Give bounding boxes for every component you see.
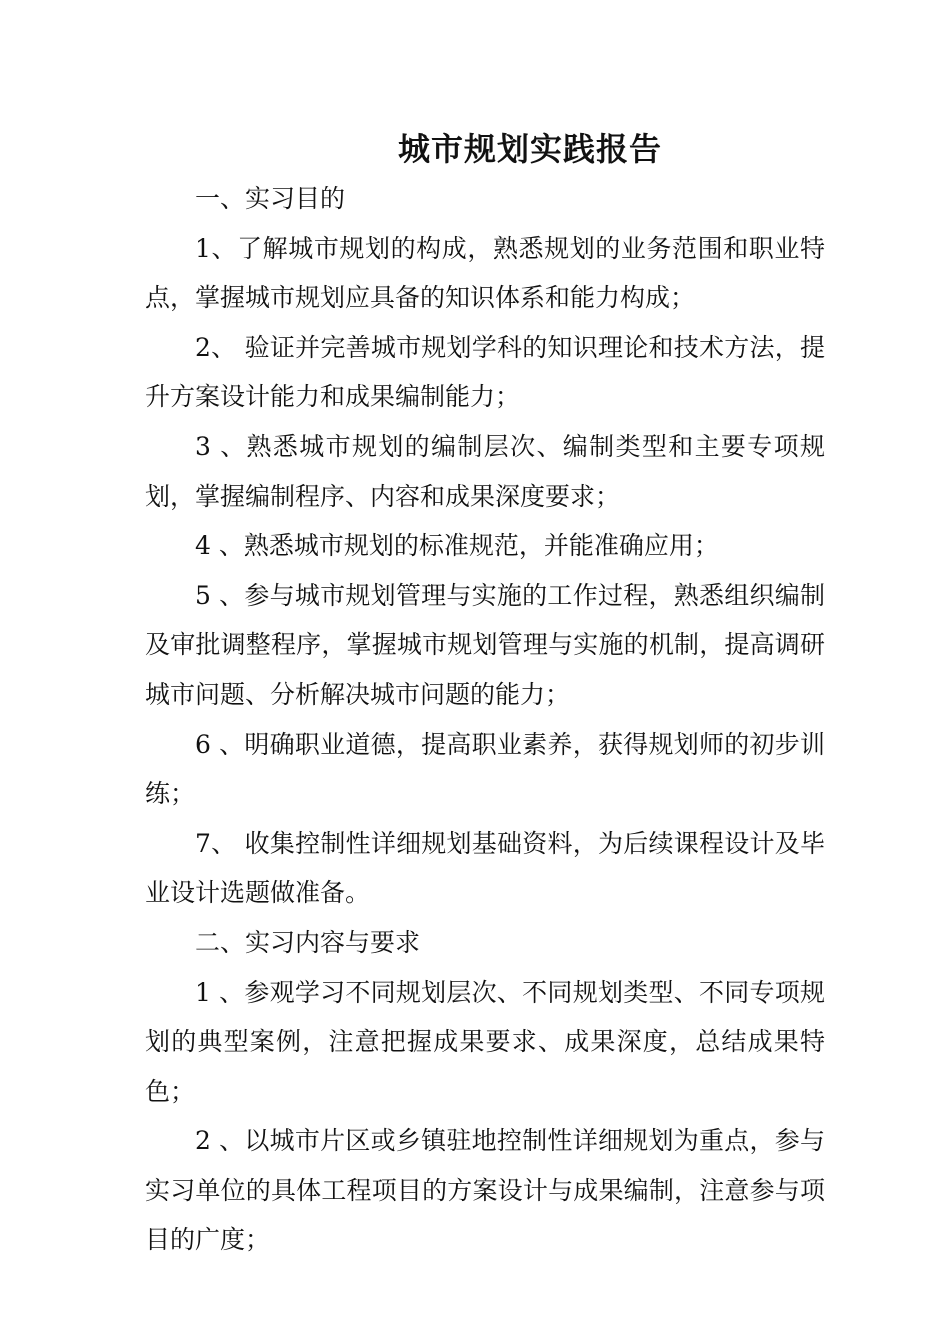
paragraph-item: 1、了解城市规划的构成，熟悉规划的业务范围和职业特点，掌握城市规划应具备的知识体系和能力构成； [145,233,825,313]
document-body [145,174,825,1265]
paragraph-item: 2、 验证并完善城市规划学科的知识理论和技术方法，提升方案设计能力和成果编制能力； [145,332,825,412]
paragraph-item: 4 、熟悉城市规划的标准规范，并能准确应用； [195,531,719,561]
paragraph-item: 1 、参观学习不同规划层次、不同规划类型、不同专项规划的典型案例，注意把握成果要求、成果深度，总结成果特色； [145,977,825,1106]
paragraph-item: 7、 收集控制性详细规划基础资料，为后续课程设计及毕业设计选题做准备。 [145,828,825,908]
document-title: 城市规划实践报告 [397,130,662,168]
paragraph-item: 2 、以城市片区或乡镇驻地控制性详细规划为重点，参与实习单位的具体工程项目的方案设计与成果编制，注意参与项目的广度； [145,1126,825,1255]
paragraph-item: 6 、明确职业道德，提高职业素养，获得规划师的初步训练； [145,729,825,809]
section-heading-content: 二、实习内容与要求 [195,927,421,957]
section-heading-purpose: 一、实习目的 [195,184,346,213]
paragraph-item: 3 、熟悉城市规划的编制层次、编制类型和主要专项规划，掌握编制程序、内容和成果深度要求； [145,431,825,511]
paragraph-item: 5 、参与城市规划管理与实施的工作过程，熟悉组织编制及审批调整程序，掌握城市规划管理与实施的机制，提高调研城市问题、分析解决城市问题的能力； [145,580,825,709]
